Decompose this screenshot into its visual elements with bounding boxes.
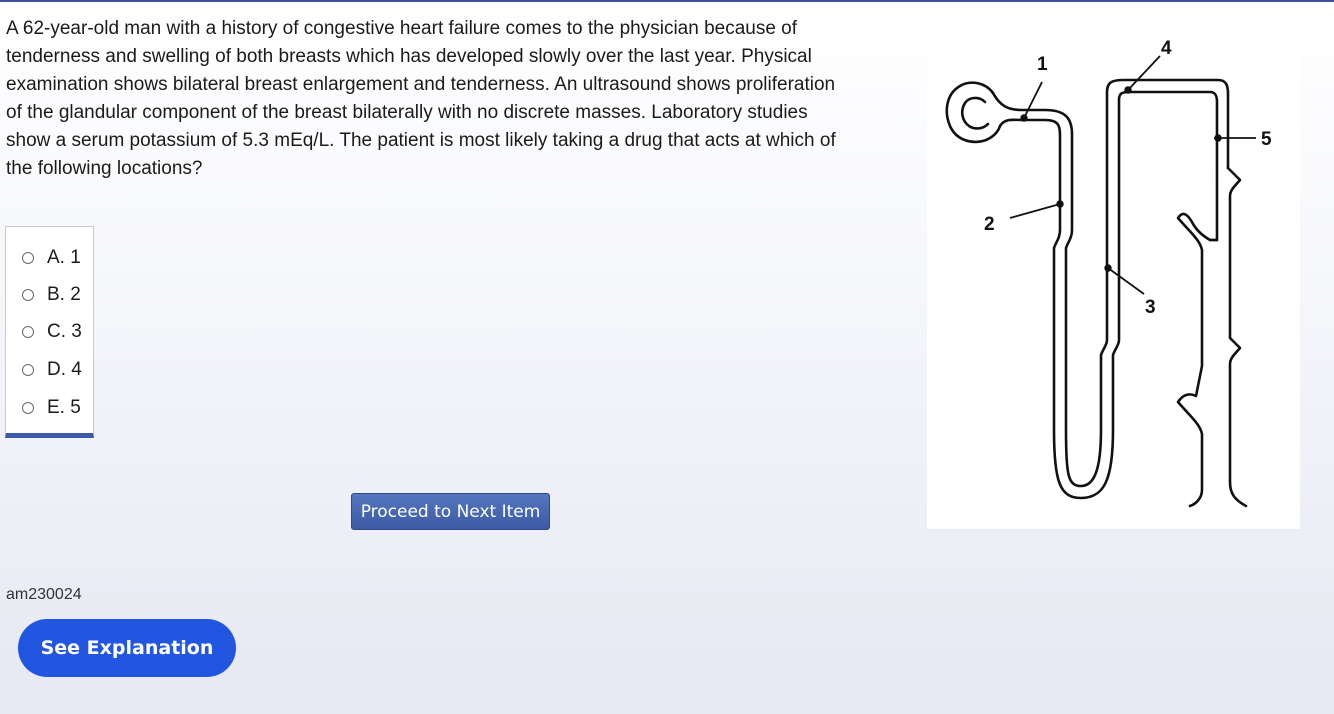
- radio-button[interactable]: [22, 289, 34, 301]
- option-c[interactable]: [22, 319, 82, 345]
- radio-button[interactable]: [22, 252, 34, 264]
- label-5: 5: [1261, 129, 1272, 150]
- label-1: 1: [1037, 54, 1048, 75]
- question-stem: A 62-year-old man with a history of congestive heart failure comes to the physician because of tenderness and swelling of both breasts which has developed slowly over the last year. Physical examination shows bilateral breast enlargement and tenderness. An ultrasound shows proliferation of the glandular component of the breast bilaterally with no discrete masses. Laboratory studies show a serum potassium of 5.3 mEq/L. The patient is most likely taking a drug that acts at which of the following locations?: [6, 18, 836, 179]
- option-label: E. 5: [47, 397, 81, 418]
- nephron-diagram: [927, 22, 1300, 529]
- option-label: B. 2: [47, 284, 81, 305]
- label-2: 2: [984, 214, 995, 235]
- option-a[interactable]: [22, 245, 81, 271]
- label-4: 4: [1161, 38, 1172, 59]
- label-3: 3: [1145, 297, 1156, 318]
- option-label: C. 3: [47, 321, 82, 342]
- radio-button[interactable]: [22, 326, 34, 338]
- question-id: am230024: [6, 586, 82, 603]
- option-e[interactable]: [22, 395, 81, 421]
- option-label: A. 1: [47, 247, 81, 268]
- see-explanation-button[interactable]: See Explanation: [18, 619, 236, 677]
- bowmans-capsule: [947, 83, 1000, 142]
- answer-options: [5, 226, 94, 438]
- proceed-button[interactable]: Proceed to Next Item: [351, 493, 550, 530]
- radio-button[interactable]: [22, 402, 34, 414]
- top-border: [0, 0, 1334, 2]
- radio-button[interactable]: [22, 364, 34, 376]
- option-d[interactable]: [22, 357, 82, 383]
- option-label: D. 4: [47, 359, 82, 380]
- option-b[interactable]: [22, 282, 81, 308]
